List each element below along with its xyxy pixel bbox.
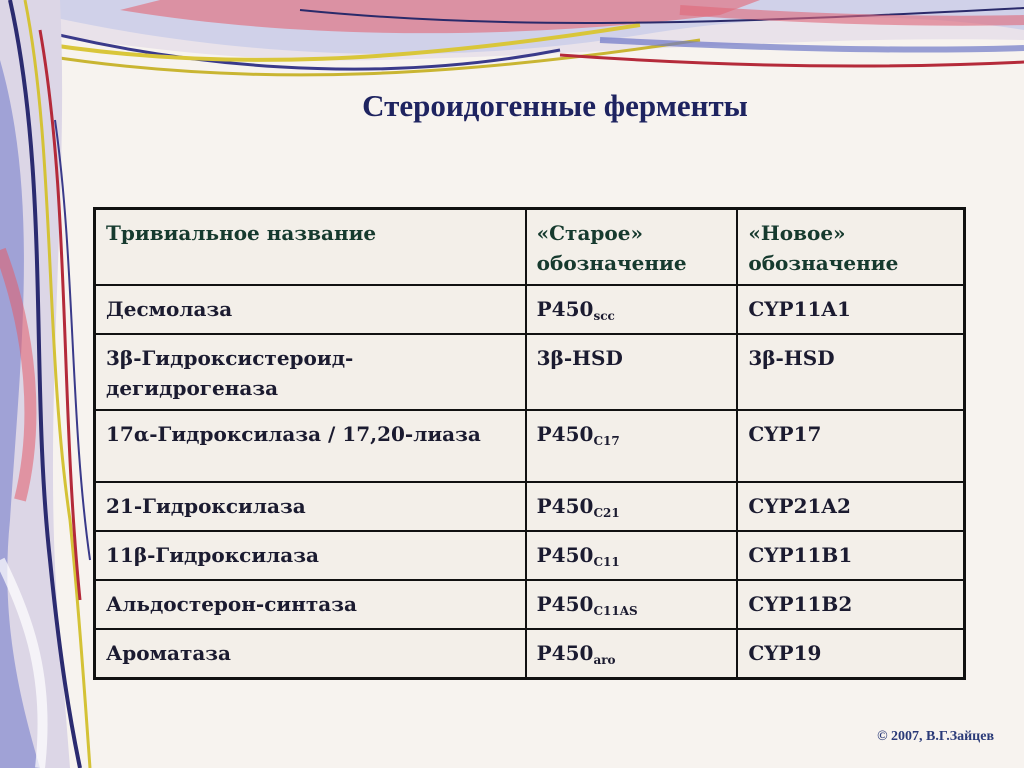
old-designation-cell <box>526 580 738 629</box>
trivial-name-cell: 17α-Гидроксилаза / 17,20-лиаза <box>95 410 526 482</box>
table-row <box>95 410 965 482</box>
new-designation-cell: 3β-HSD <box>737 334 964 410</box>
trivial-name-cell: Альдостерон-синтаза <box>95 580 526 629</box>
trivial-name-cell: 11β-Гидроксилаза <box>95 531 526 580</box>
slide-title: Стероидогенные ферменты <box>362 88 748 123</box>
new-designation-cell: CYP21A2 <box>737 482 964 531</box>
old-designation-base: P450 <box>536 494 594 518</box>
new-designation-cell: CYP11B1 <box>737 531 964 580</box>
old-designation-subscript: scc <box>593 309 615 323</box>
new-designation-cell: CYP19 <box>737 629 964 679</box>
header-old-designation: «Старое» обозначение <box>526 209 738 286</box>
copyright-notice: © 2007, В.Г.Зайцев <box>877 729 994 744</box>
enzyme-table <box>93 207 966 680</box>
old-designation-cell <box>526 629 738 679</box>
old-designation-subscript: C11 <box>593 555 620 569</box>
old-designation-base: P450 <box>536 297 594 321</box>
old-designation-subscript: C21 <box>593 506 620 520</box>
new-designation-cell: CYP11A1 <box>737 285 964 334</box>
old-designation-subscript: aro <box>593 653 616 667</box>
trivial-name-cell: Ароматаза <box>95 629 526 679</box>
old-designation-base: P450 <box>536 592 594 616</box>
table-row <box>95 482 965 531</box>
table-row <box>95 531 965 580</box>
old-designation-cell <box>526 285 738 334</box>
trivial-name-cell: Десмолаза <box>95 285 526 334</box>
table-row <box>95 580 965 629</box>
old-designation-base: P450 <box>536 422 594 446</box>
old-designation-base: 3β-HSD <box>536 346 623 370</box>
trivial-name-cell: 3β-Гидроксистероид-дегидрогеназа <box>95 334 526 410</box>
old-designation-cell <box>526 410 738 482</box>
old-designation-subscript: C17 <box>593 434 620 448</box>
table-row <box>95 285 965 334</box>
new-designation-cell: CYP11B2 <box>737 580 964 629</box>
trivial-name-cell: 21-Гидроксилаза <box>95 482 526 531</box>
old-designation-cell <box>526 482 738 531</box>
table-row <box>95 629 965 679</box>
old-designation-base: P450 <box>536 543 594 567</box>
old-designation-cell <box>526 334 738 410</box>
header-trivial-name: Тривиальное название <box>95 209 526 286</box>
old-designation-subscript: C11AS <box>593 604 638 618</box>
header-new-designation: «Новое» обозначение <box>737 209 964 286</box>
old-designation-base: P450 <box>536 641 594 665</box>
old-designation-cell <box>526 531 738 580</box>
table-header-row <box>95 209 965 286</box>
table-row <box>95 334 965 410</box>
new-designation-cell: CYP17 <box>737 410 964 482</box>
